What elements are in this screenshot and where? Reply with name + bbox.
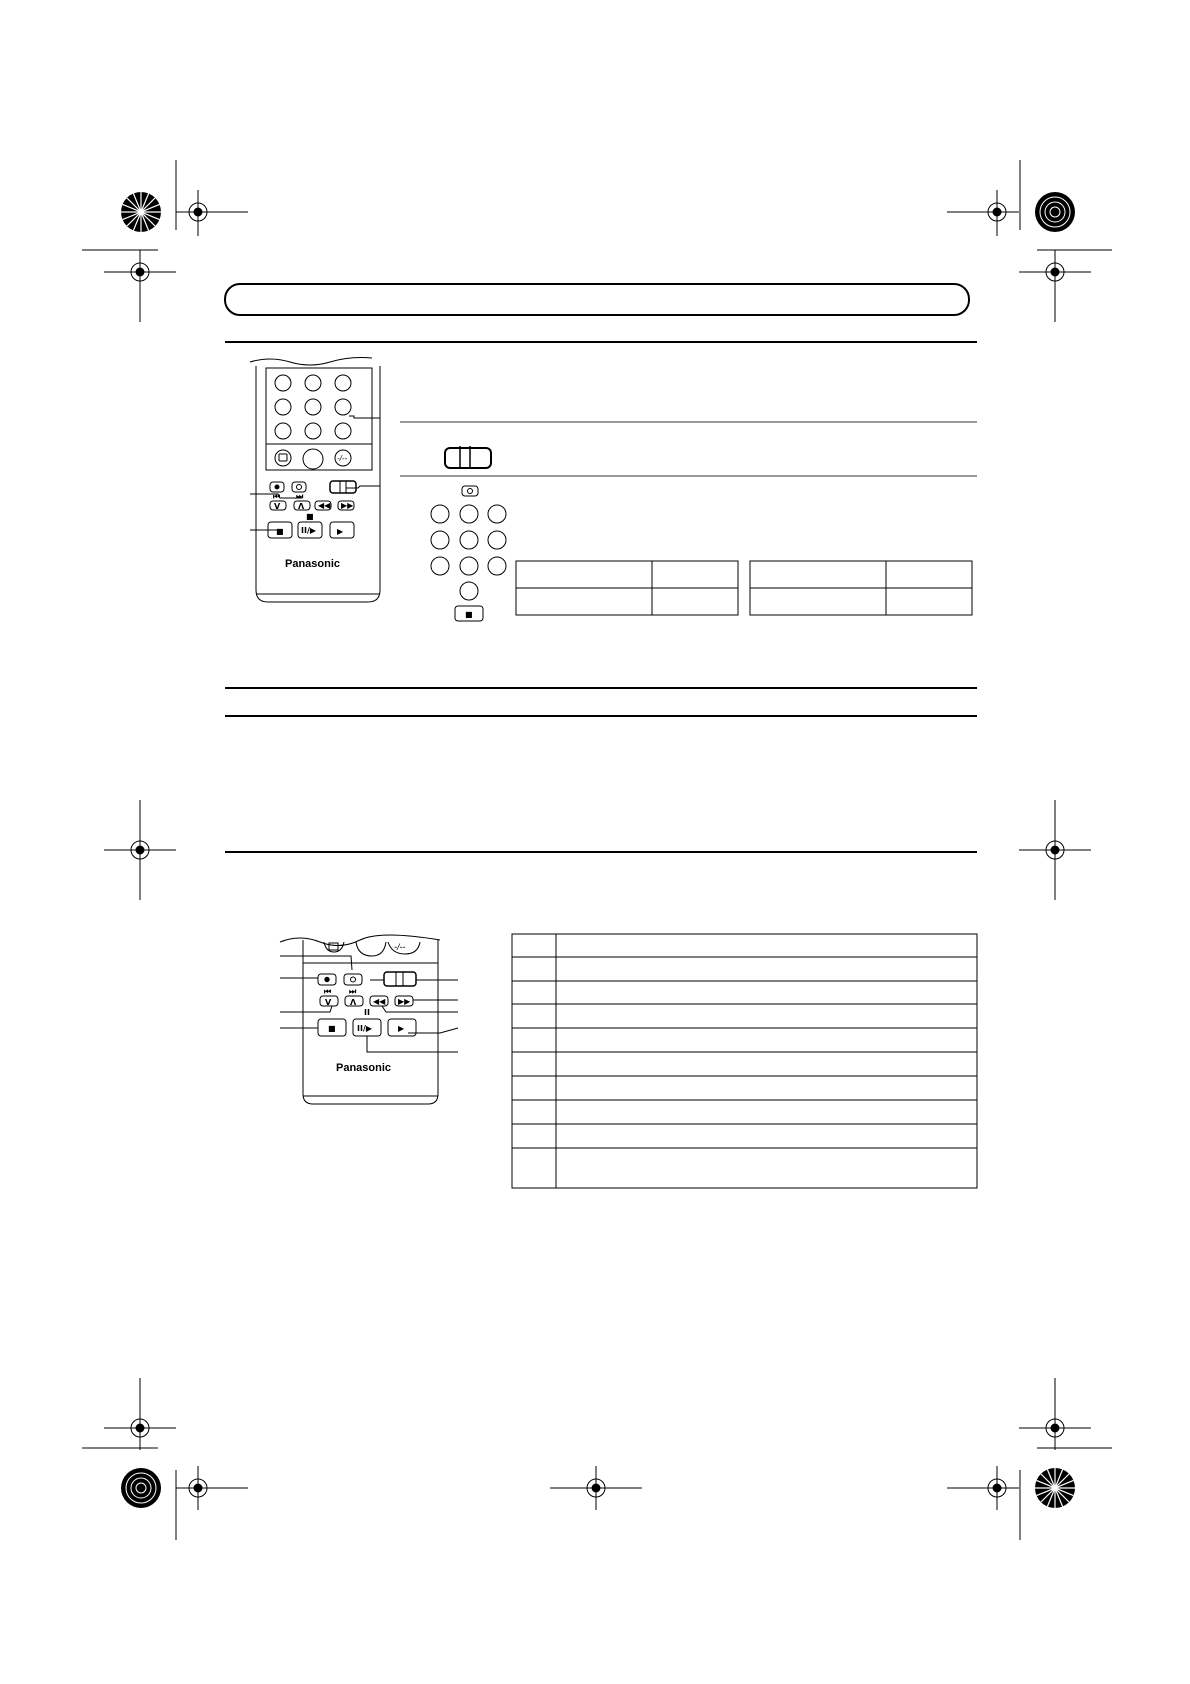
remote-bottom-ff-label: ▶▶ xyxy=(398,997,411,1006)
remote-top-stop-mark: ■ xyxy=(306,512,314,521)
crosshair-target-tl1 xyxy=(176,190,248,236)
function-table xyxy=(512,934,977,1188)
remote-bottom-rew-label: ◀◀ xyxy=(373,997,386,1006)
remote-bottom-pause-mark: II xyxy=(364,1008,370,1017)
crosshair-target-mr xyxy=(1019,800,1091,900)
remote-bottom-dash-key: -/-- xyxy=(394,942,406,952)
remote-top-down-label: V xyxy=(274,502,281,511)
remote-bottom-up-label: Λ xyxy=(350,998,357,1007)
remote-bottom-play-label: ▶ xyxy=(398,1024,405,1033)
crosshair-target-br2 xyxy=(947,1466,1019,1510)
crosshair-target-tl2 xyxy=(104,250,176,322)
registration-marks xyxy=(82,160,1112,1540)
crosshair-target-bl1 xyxy=(104,1378,176,1450)
star-wheel-bl xyxy=(121,1468,161,1508)
remote-top-ff-label: ▶▶ xyxy=(341,501,354,510)
star-wheel-tl xyxy=(121,192,161,232)
crosshair-target-ml xyxy=(104,800,176,900)
crosshair-target-bl2 xyxy=(176,1466,248,1510)
remote-bottom-stop-label: ■ xyxy=(328,1024,336,1033)
remote-top-dash-key: -/-- xyxy=(337,454,348,463)
crosshair-target-br1 xyxy=(1019,1378,1091,1450)
remote-top-up-label: Λ xyxy=(298,502,305,511)
remote-top-pause-play-label: II/▶ xyxy=(301,526,317,535)
code-table-right xyxy=(750,561,972,615)
mini-keypad xyxy=(431,486,506,621)
remote-bottom-skip-fwd-label: ⏭ xyxy=(349,987,357,996)
title-bar xyxy=(225,284,969,315)
crosshair-target-tr2 xyxy=(1019,250,1091,322)
crosshair-target-bc xyxy=(550,1466,642,1510)
remote-bottom-pause-play-label: II/▶ xyxy=(357,1024,373,1033)
mode-switch-illustration xyxy=(445,446,491,468)
remote-top-stop-label: ■ xyxy=(276,527,284,536)
remote-bottom-down-label: V xyxy=(325,998,332,1007)
remote-top-skip-back-label: ⏮ xyxy=(273,492,281,501)
mini-keypad-stop-label: ■ xyxy=(465,610,473,619)
remote-bottom-brand: Panasonic xyxy=(336,1062,392,1074)
remote-top-skip-fwd-label: ⏭ xyxy=(296,492,304,501)
crosshair-target-tr1 xyxy=(947,190,1019,236)
code-table-left xyxy=(516,561,738,615)
remote-top-brand: Panasonic xyxy=(285,558,341,570)
remote-top-rew-label: ◀◀ xyxy=(318,501,331,510)
remote-control-bottom xyxy=(280,935,458,1104)
star-wheel-tr xyxy=(1035,192,1075,232)
remote-bottom-skip-back-label: ⏮ xyxy=(324,987,332,996)
remote-top-play-label: ▶ xyxy=(337,527,344,536)
star-wheel-br xyxy=(1035,1468,1075,1508)
